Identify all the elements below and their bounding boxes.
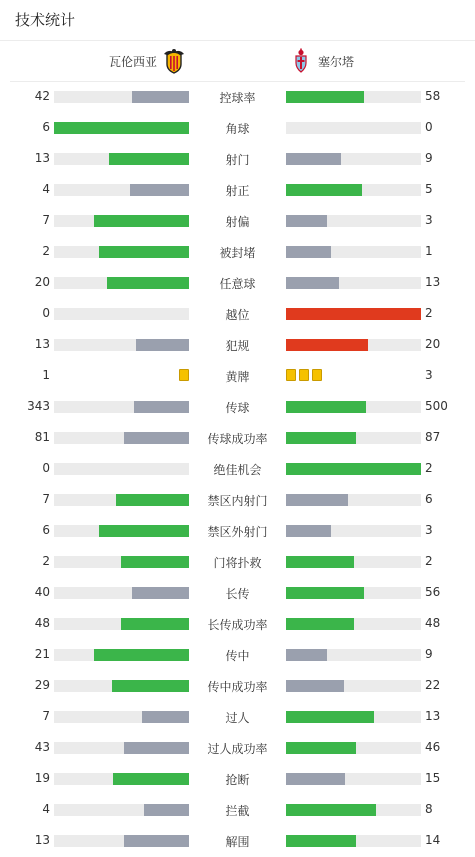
away-stat-value: 58 (425, 89, 441, 103)
stat-row (0, 206, 475, 237)
stat-label: 角球 (225, 122, 250, 136)
home-stat-bar (94, 215, 189, 227)
away-stat-bar (286, 742, 356, 754)
home-stat-value: 7 (42, 213, 50, 227)
home-stat-bar-track (54, 153, 189, 165)
away-stat-bar (286, 91, 364, 103)
away-stat-bar-track (286, 742, 421, 754)
stat-label: 长传成功率 (207, 618, 268, 632)
home-stat-bar (132, 91, 189, 103)
away-stat-value: 87 (425, 430, 441, 444)
home-stat-bar-track (54, 494, 189, 506)
stats-list (0, 82, 475, 857)
stat-row (0, 361, 475, 392)
stat-row (0, 82, 475, 113)
away-stat-bar-track (286, 122, 421, 134)
home-stat-value: 20 (34, 275, 50, 289)
away-stat-value: 9 (425, 151, 433, 165)
home-stat-value: 6 (42, 120, 50, 134)
away-stat-value: 20 (425, 337, 441, 351)
away-stat-bar-track (286, 153, 421, 165)
home-stat-bar-track (54, 804, 189, 816)
stat-label: 传球 (225, 401, 250, 415)
stat-label: 控球率 (219, 91, 256, 105)
stat-row (0, 640, 475, 671)
away-stat-value: 13 (425, 275, 441, 289)
away-stat-bar-track (286, 773, 421, 785)
yellow-card-icon (286, 369, 296, 381)
home-stat-bar (124, 432, 189, 444)
away-stat-value: 5 (425, 182, 433, 196)
away-stat-bar-track (286, 525, 421, 537)
home-stat-value: 1 (42, 368, 50, 382)
home-stat-bar (94, 649, 189, 661)
stat-label: 被封堵 (219, 246, 256, 260)
away-stat-bar (286, 525, 331, 537)
away-stat-bar (286, 835, 356, 847)
home-stat-bar (132, 587, 189, 599)
away-stat-bar (286, 494, 348, 506)
home-stat-value: 21 (34, 647, 50, 661)
home-stat-bar-track (54, 184, 189, 196)
stat-row (0, 609, 475, 640)
stat-label: 过人成功率 (207, 742, 268, 756)
home-stat-bar (134, 401, 189, 413)
home-stat-value: 6 (42, 523, 50, 537)
home-stat-bar-track (54, 91, 189, 103)
away-stat-value: 15 (425, 771, 441, 785)
home-stat-bar-track (54, 246, 189, 258)
celta-cross-crest-icon (290, 48, 312, 74)
stat-label: 传球成功率 (207, 432, 268, 446)
stat-label: 传中成功率 (207, 680, 268, 694)
home-stat-bar-track (54, 711, 189, 723)
section-title: 技术统计 (0, 0, 475, 41)
stat-row (0, 392, 475, 423)
away-stat-bar-track (286, 184, 421, 196)
away-stat-value: 56 (425, 585, 441, 599)
home-stat-bar (124, 835, 189, 847)
away-stat-bar-track (286, 432, 421, 444)
stat-label: 犯规 (225, 339, 250, 353)
home-stat-bar-track (54, 835, 189, 847)
stat-row (0, 516, 475, 547)
home-yellow-cards (179, 369, 189, 382)
home-stat-value: 2 (42, 554, 50, 568)
home-stat-bar (142, 711, 189, 723)
away-stat-bar-track (286, 680, 421, 692)
away-stat-bar-track (286, 91, 421, 103)
stat-label: 拦截 (225, 804, 250, 818)
stat-label: 门将扑救 (213, 556, 262, 570)
away-stat-bar-track (286, 494, 421, 506)
away-stat-bar (286, 215, 327, 227)
stat-row (0, 237, 475, 268)
home-stat-bar (136, 339, 189, 351)
home-stat-bar (54, 122, 189, 134)
away-stat-bar-track (286, 649, 421, 661)
stat-row (0, 733, 475, 764)
away-stat-bar (286, 432, 356, 444)
stat-row (0, 578, 475, 609)
home-stat-value: 7 (42, 492, 50, 506)
away-stat-bar (286, 711, 374, 723)
home-stat-bar-track (54, 773, 189, 785)
away-stat-value: 1 (425, 244, 433, 258)
home-stat-bar-track (54, 308, 189, 320)
home-stat-value: 13 (34, 151, 50, 165)
away-stat-value: 2 (425, 554, 433, 568)
home-stat-bar-track (54, 339, 189, 351)
away-stat-bar-track (286, 618, 421, 630)
away-stat-bar (286, 804, 376, 816)
home-stat-value: 7 (42, 709, 50, 723)
away-yellow-cards (286, 369, 322, 382)
away-stat-value: 14 (425, 833, 441, 847)
home-stat-value: 343 (27, 399, 50, 413)
stat-row (0, 702, 475, 733)
away-stat-value: 8 (425, 802, 433, 816)
away-stat-value: 13 (425, 709, 441, 723)
away-stat-value: 48 (425, 616, 441, 630)
home-stat-bar (144, 804, 189, 816)
stat-label: 射偏 (225, 215, 250, 229)
home-stat-bar-track (54, 432, 189, 444)
stat-label: 任意球 (219, 277, 256, 291)
away-stat-bar-track (286, 339, 421, 351)
away-stat-bar (286, 339, 368, 351)
stat-label: 解围 (225, 835, 250, 849)
stat-row (0, 144, 475, 175)
away-stat-bar-track (286, 246, 421, 258)
away-stat-bar (286, 618, 354, 630)
stat-label: 抢断 (225, 773, 250, 787)
home-stat-bar (121, 618, 189, 630)
home-stat-value: 43 (34, 740, 50, 754)
yellow-card-icon (179, 369, 189, 381)
stat-label: 传中 (225, 649, 250, 663)
home-stat-bar (130, 184, 189, 196)
away-stat-bar (286, 587, 364, 599)
home-stat-value: 13 (34, 337, 50, 351)
stat-row (0, 671, 475, 702)
away-team-name: 塞尔塔 (318, 54, 355, 69)
home-stat-bar-track (54, 401, 189, 413)
home-stat-bar-track (54, 277, 189, 289)
away-stat-bar-track (286, 804, 421, 816)
home-stat-bar (113, 773, 189, 785)
yellow-card-icon (312, 369, 322, 381)
away-stat-bar (286, 649, 327, 661)
home-stat-value: 48 (34, 616, 50, 630)
teams-header (10, 41, 465, 82)
stat-label: 射门 (225, 153, 250, 167)
away-stat-bar (286, 277, 339, 289)
home-stat-bar (116, 494, 189, 506)
away-stat-bar (286, 184, 362, 196)
home-stat-bar-track (54, 587, 189, 599)
away-stat-value: 0 (425, 120, 433, 134)
stat-label: 禁区内射门 (207, 494, 268, 508)
away-team[interactable] (290, 41, 354, 81)
away-stat-value: 6 (425, 492, 433, 506)
away-stat-value: 2 (425, 306, 433, 320)
yellow-card-icon (299, 369, 309, 381)
stat-row (0, 454, 475, 485)
away-stat-bar (286, 401, 366, 413)
away-stat-bar-track (286, 277, 421, 289)
home-stat-value: 81 (34, 430, 50, 444)
away-stat-bar-track (286, 835, 421, 847)
home-stat-bar (107, 277, 189, 289)
stat-row (0, 330, 475, 361)
home-stat-bar-track (54, 680, 189, 692)
away-stat-value: 22 (425, 678, 441, 692)
home-team-name: 瓦伦西亚 (108, 54, 157, 69)
stat-row (0, 423, 475, 454)
stat-row (0, 485, 475, 516)
stat-label: 长传 (225, 587, 250, 601)
home-stat-value: 2 (42, 244, 50, 258)
stat-row (0, 268, 475, 299)
stat-label: 禁区外射门 (207, 525, 268, 539)
home-team[interactable] (109, 41, 185, 81)
home-stat-value: 42 (34, 89, 50, 103)
away-stat-bar (286, 773, 345, 785)
away-stat-bar (286, 308, 421, 320)
away-stat-value: 2 (425, 461, 433, 475)
home-stat-bar (112, 680, 189, 692)
home-stat-value: 4 (42, 802, 50, 816)
home-stat-value: 29 (34, 678, 50, 692)
away-stat-bar-track (286, 587, 421, 599)
home-stat-value: 0 (42, 461, 50, 475)
away-stat-bar-track (286, 556, 421, 568)
stat-label: 黄牌 (225, 370, 250, 384)
home-stat-bar-track (54, 215, 189, 227)
stat-row (0, 795, 475, 826)
home-stat-bar-track (54, 463, 189, 475)
stat-row (0, 113, 475, 144)
home-stat-bar (99, 525, 189, 537)
away-stat-value: 9 (425, 647, 433, 661)
stat-row (0, 299, 475, 330)
stat-label: 越位 (225, 308, 250, 322)
away-stat-bar (286, 463, 421, 475)
home-stat-bar-track (54, 525, 189, 537)
stat-label: 射正 (225, 184, 250, 198)
away-stat-bar-track (286, 215, 421, 227)
away-stat-bar-track (286, 463, 421, 475)
away-stat-value: 46 (425, 740, 441, 754)
home-stat-bar-track (54, 556, 189, 568)
away-stat-bar (286, 556, 354, 568)
away-stat-bar (286, 153, 341, 165)
stat-label: 过人 (225, 711, 250, 725)
home-stat-bar (99, 246, 189, 258)
away-stat-value: 3 (425, 213, 433, 227)
away-stat-value: 3 (425, 368, 433, 382)
home-stat-value: 40 (34, 585, 50, 599)
stat-row (0, 826, 475, 857)
away-stat-bar-track (286, 401, 421, 413)
home-stat-bar-track (54, 122, 189, 134)
home-stat-bar-track (54, 618, 189, 630)
home-stat-bar-track (54, 742, 189, 754)
home-stat-bar (124, 742, 189, 754)
away-stat-value: 3 (425, 523, 433, 537)
stat-label: 绝佳机会 (213, 463, 262, 477)
home-stat-bar (121, 556, 189, 568)
away-stat-bar (286, 246, 331, 258)
away-stat-value: 500 (425, 399, 448, 413)
stat-row (0, 547, 475, 578)
away-stat-bar (286, 680, 344, 692)
home-stat-value: 4 (42, 182, 50, 196)
stat-row (0, 764, 475, 795)
home-stat-value: 0 (42, 306, 50, 320)
home-stat-bar (109, 153, 189, 165)
valencia-bat-crest-icon (163, 48, 185, 74)
home-stat-value: 13 (34, 833, 50, 847)
home-stat-value: 19 (34, 771, 50, 785)
away-stat-bar-track (286, 711, 421, 723)
stat-row (0, 175, 475, 206)
away-stat-bar-track (286, 308, 421, 320)
home-stat-bar-track (54, 649, 189, 661)
